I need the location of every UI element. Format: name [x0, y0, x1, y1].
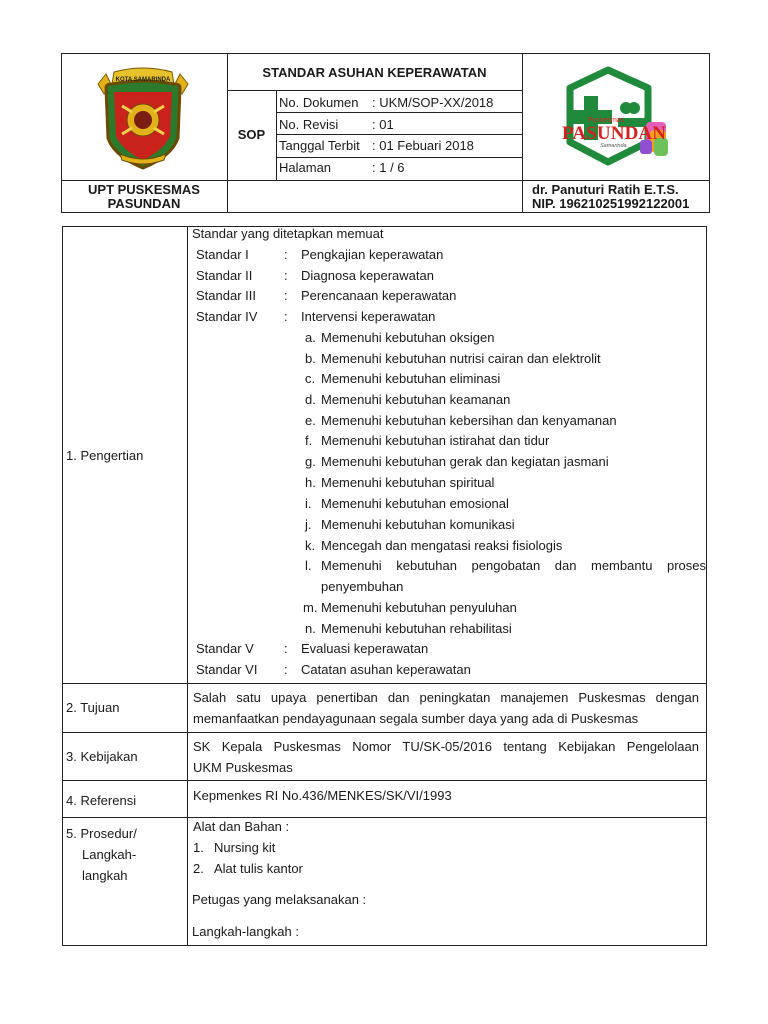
unit-name-line1: UPT PUSKESMAS — [88, 182, 200, 197]
header-divider-bottom — [61, 180, 710, 181]
standard-name: Standar III — [196, 288, 256, 303]
standard-name: Standar V — [196, 641, 254, 656]
list-item: Memenuhi kebutuhan nutrisi cairan dan elektrolit — [321, 351, 601, 366]
tujuan-line2: memanfaatkan pendayagunaan segala sumber daya yang ada di Puskesmas — [193, 711, 639, 726]
pasundan-small-text: Puskesmas — [588, 117, 625, 124]
standard-desc: Intervensi keperawatan — [301, 309, 436, 324]
pengertian-intro: Standar yang ditetapkan memuat — [192, 226, 384, 241]
alat-title: Alat dan Bahan : — [193, 819, 290, 834]
pasundan-logo-text: PASUNDAN — [562, 123, 666, 144]
item-letter: l. — [305, 558, 312, 573]
kebijakan-label: 3. Kebijakan — [66, 749, 138, 764]
row-divider-3 — [62, 780, 707, 781]
item-letter: g. — [305, 454, 316, 469]
list-item: Memenuhi kebutuhan istirahat dan tidur — [321, 433, 550, 448]
meta-value-dokumen: : UKM/SOP-XX/2018 — [372, 95, 494, 110]
content-label-divider — [187, 226, 188, 946]
tujuan-line1: Salah satu upaya penertiban dan peningkatan manajemen Puskesmas dengan — [193, 690, 699, 705]
petugas-text: Petugas yang melaksanakan : — [192, 892, 367, 907]
list-item: Memenuhi kebutuhan spiritual — [321, 475, 495, 490]
standard-sep: : — [284, 288, 288, 303]
list-item: Memenuhi kebutuhan emosional — [321, 496, 509, 511]
list-item: Memenuhi kebutuhan gerak dan kegiatan jasmani — [321, 454, 609, 469]
standard-sep: : — [284, 641, 288, 656]
standard-desc: Catatan asuhan keperawatan — [301, 662, 471, 677]
list-item: Memenuhi kebutuhan rehabilitasi — [321, 621, 512, 636]
meta-label-terbit: Tanggal Terbit — [279, 138, 360, 153]
referensi-text: Kepmenkes RI No.436/MENKES/SK/VI/1993 — [193, 788, 452, 803]
prosedur-label-line3: langkah — [82, 868, 128, 883]
item-letter: b. — [305, 351, 316, 366]
meta-label-dokumen: No. Dokumen — [279, 95, 359, 110]
signer-nip: NIP. 196210251992122001 — [532, 196, 690, 211]
row-divider-1 — [62, 683, 707, 684]
list-item: Memenuhi kebutuhan komunikasi — [321, 517, 515, 532]
meta-label-revisi: No. Revisi — [279, 117, 339, 132]
standard-desc: Pengkajian keperawatan — [301, 247, 444, 262]
item-letter: k. — [305, 538, 316, 553]
list-item-continuation: penyembuhan — [321, 579, 404, 594]
standard-desc: Evaluasi keperawatan — [301, 641, 429, 656]
standard-name: Standar II — [196, 268, 253, 283]
list-item: Memenuhi kebutuhan keamanan — [321, 392, 511, 407]
alat-num: 2. — [193, 861, 204, 876]
referensi-label: 4. Referensi — [66, 793, 137, 808]
header-title-divider — [227, 90, 522, 91]
list-item: Memenuhi kebutuhan eliminasi — [321, 371, 501, 386]
item-letter: a. — [305, 330, 316, 345]
list-item: Memenuhi kebutuhan pengobatan dan membantu proses — [321, 558, 706, 573]
sop-label: SOP — [237, 127, 266, 142]
standard-sep: : — [284, 268, 288, 283]
prosedur-label-line2: Langkah- — [82, 847, 137, 862]
pengertian-label: 1. Pengertian — [66, 448, 144, 463]
row-divider-2 — [62, 732, 707, 733]
list-item: Memenuhi kebutuhan oksigen — [321, 330, 495, 345]
list-item: Nursing kit — [214, 840, 276, 855]
meta-row-line-1 — [276, 112, 522, 113]
standard-sep: : — [284, 309, 288, 324]
list-item: Memenuhi kebutuhan penyuluhan — [321, 600, 517, 615]
list-item: Memenuhi kebutuhan kebersihan dan kenyamanan — [321, 413, 617, 428]
item-letter: m. — [303, 600, 318, 615]
tujuan-label: 2. Tujuan — [66, 700, 120, 715]
item-letter: e. — [305, 413, 316, 428]
list-item: Mencegah dan mengatasi reaksi fisiologis — [321, 538, 563, 553]
header-divider-right — [522, 53, 523, 213]
kebijakan-line2: UKM Puskesmas — [193, 760, 293, 775]
prosedur-label-line1: 5. Prosedur/ — [66, 826, 137, 841]
pasundan-sub-text: Samarinda — [600, 143, 627, 149]
document-title: STANDAR ASUHAN KEPERAWATAN — [262, 65, 487, 80]
standard-desc: Perencanaan keperawatan — [301, 288, 457, 303]
standard-name: Standar I — [196, 247, 249, 262]
standard-desc: Diagnosa keperawatan — [301, 268, 434, 283]
list-item: Alat tulis kantor — [214, 861, 303, 876]
puskesmas-pasundan-logo — [560, 66, 672, 170]
item-letter: h. — [305, 475, 316, 490]
item-letter: c. — [305, 371, 316, 386]
meta-value-halaman: : 1 / 6 — [372, 160, 405, 175]
item-letter: i. — [305, 496, 312, 511]
item-letter: j. — [305, 517, 312, 532]
standard-sep: : — [284, 247, 288, 262]
kota-samarinda-text: KOTA SAMARINDA — [115, 77, 171, 83]
signer-name: dr. Panuturi Ratih E.T.S. — [532, 182, 679, 197]
kota-samarinda-logo — [92, 64, 194, 172]
meta-value-terbit: : 01 Febuari 2018 — [372, 138, 474, 153]
item-letter: d. — [305, 392, 316, 407]
standard-sep: : — [284, 662, 288, 677]
meta-row-line-3 — [276, 157, 522, 158]
langkah-text: Langkah-langkah : — [192, 924, 299, 939]
kebijakan-line1: SK Kepala Puskesmas Nomor TU/SK-05/2016 tentang Kebijakan Pengelolaan — [193, 739, 699, 754]
standard-name: Standar IV — [196, 309, 258, 324]
standard-name: Standar VI — [196, 662, 258, 677]
item-letter: n. — [305, 621, 316, 636]
row-divider-4 — [62, 817, 707, 818]
item-letter: f. — [305, 433, 313, 448]
meta-value-revisi: : 01 — [372, 117, 394, 132]
kota-samarinda-emblem — [98, 68, 188, 168]
alat-num: 1. — [193, 840, 204, 855]
unit-name-line2: PASUNDAN — [107, 196, 181, 211]
sop-divider — [276, 90, 277, 180]
meta-row-line-2 — [276, 134, 522, 135]
meta-label-halaman: Halaman — [279, 160, 332, 175]
